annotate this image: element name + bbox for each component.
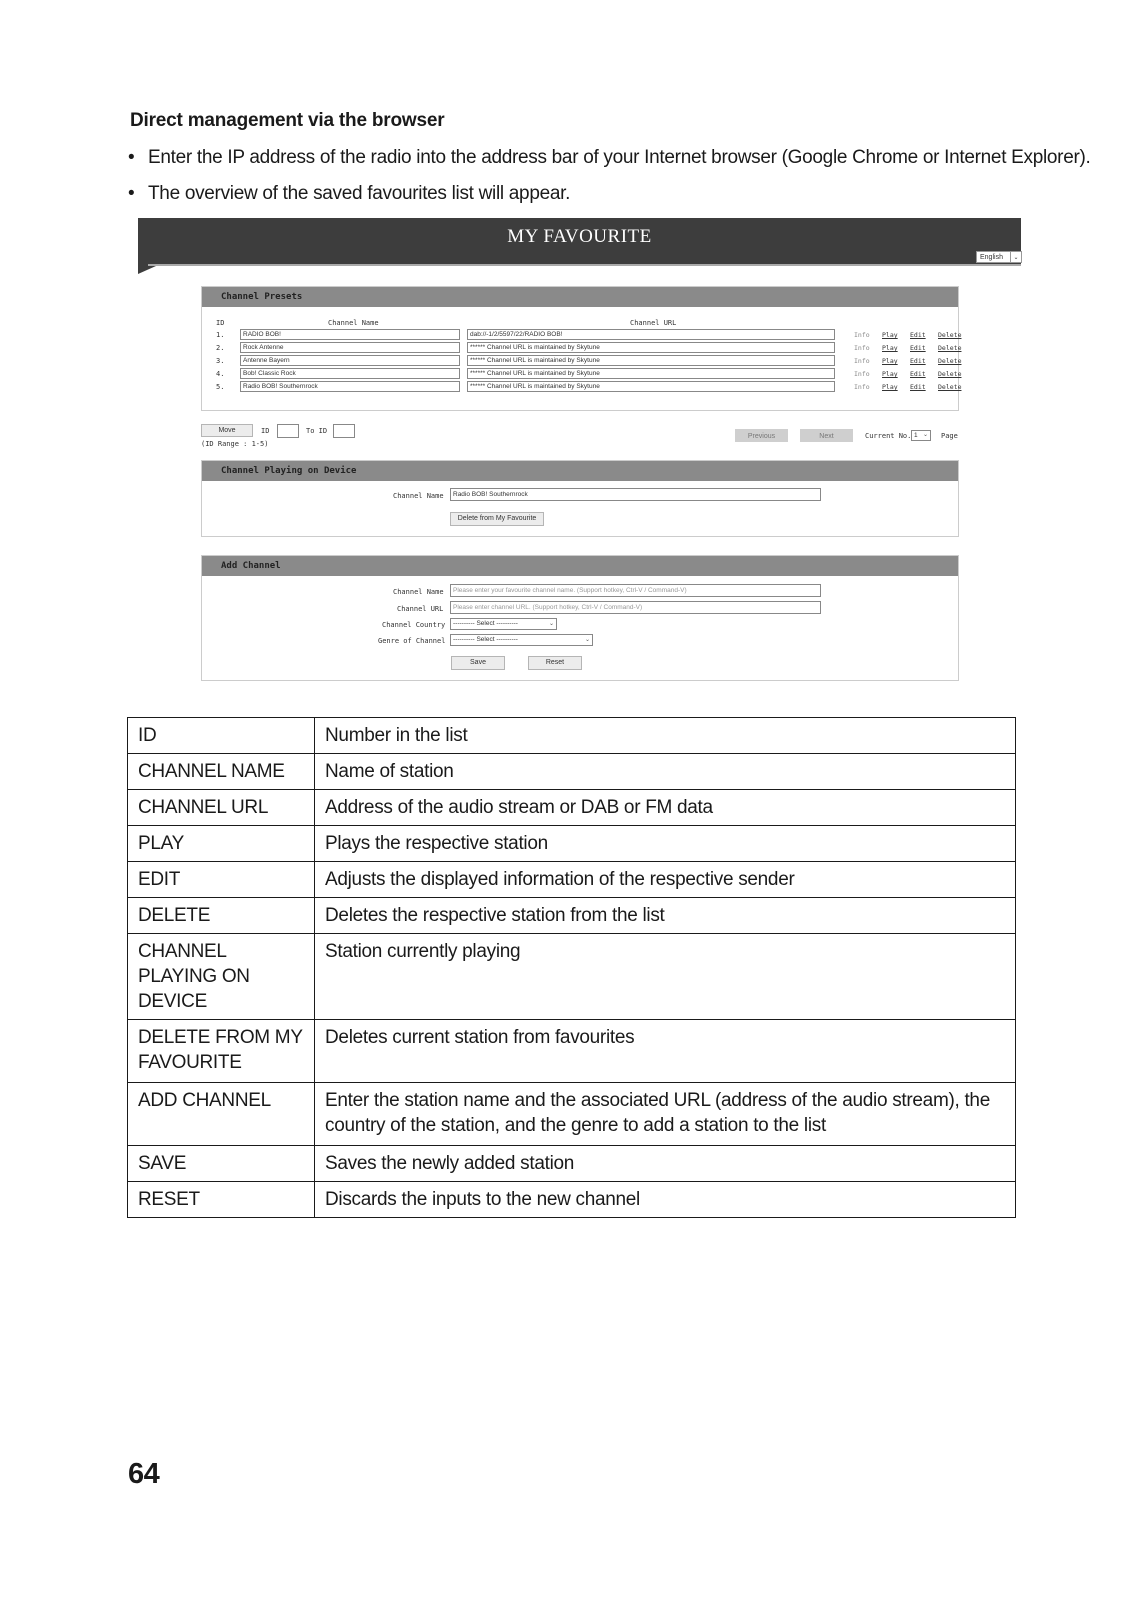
description-cell: Saves the newly added station xyxy=(315,1146,1016,1182)
preset-id: 1. xyxy=(216,331,225,339)
info-link[interactable]: Info xyxy=(854,331,870,339)
term-cell: RESET xyxy=(128,1182,315,1218)
info-link[interactable]: Info xyxy=(854,357,870,365)
channel-name-label: Channel Name xyxy=(393,492,444,500)
language-value: English xyxy=(980,254,1003,261)
term-cell: DELETE xyxy=(128,898,315,934)
delete-link[interactable]: Delete xyxy=(938,383,962,391)
description-cell: Address of the audio stream or DAB or FM data xyxy=(315,790,1016,826)
table-row xyxy=(128,1146,1016,1182)
country-select-value: ---------- Select ---------- xyxy=(453,620,518,627)
table-row xyxy=(128,826,1016,862)
term-cell: CHANNEL PLAYING ON DEVICE xyxy=(128,934,315,1020)
preset-name-field[interactable]: RADIO BOB! xyxy=(240,329,460,340)
genre-label: Genre of Channel xyxy=(378,637,446,645)
term-cell: ADD CHANNEL xyxy=(128,1083,315,1146)
table-row xyxy=(128,754,1016,790)
description-cell: Deletes current station from favourites xyxy=(315,1020,1016,1083)
preset-url-field[interactable]: ****** Channel URL is maintained by Skytune xyxy=(467,355,835,366)
delete-link[interactable]: Delete xyxy=(938,370,962,378)
edit-link[interactable]: Edit xyxy=(910,344,926,352)
term-cell: CHANNEL NAME xyxy=(128,754,315,790)
preset-id: 5. xyxy=(216,383,225,391)
delete-link[interactable]: Delete xyxy=(938,344,962,352)
edit-link[interactable]: Edit xyxy=(910,331,926,339)
language-select[interactable] xyxy=(976,251,1022,263)
genre-select[interactable] xyxy=(450,634,593,646)
add-channel-name-label: Channel Name xyxy=(393,588,444,596)
add-channel-name-input[interactable]: Please enter your favourite channel name. (Support hotkey, Ctrl-V / Command-V) xyxy=(450,584,821,597)
edit-link[interactable]: Edit xyxy=(910,357,926,365)
chevron-down-icon: ⌄ xyxy=(548,621,554,627)
column-header-name: Channel Name xyxy=(328,319,379,327)
preset-name-field[interactable]: Rock Antenne xyxy=(240,342,460,353)
description-cell: Deletes the respective station from the list xyxy=(315,898,1016,934)
table-row xyxy=(128,934,1016,1020)
playing-channel-name-field[interactable]: Radio BOB! Southernrock xyxy=(450,488,821,501)
column-header-url: Channel URL xyxy=(630,319,677,327)
move-id-input[interactable] xyxy=(277,424,299,438)
preset-row xyxy=(202,381,960,393)
panel-heading: Add Channel xyxy=(202,556,958,576)
delete-link[interactable]: Delete xyxy=(938,357,962,365)
current-page-label: Current No. xyxy=(865,432,912,440)
table-row xyxy=(128,1182,1016,1218)
preset-url-field[interactable]: ****** Channel URL is maintained by Skytune xyxy=(467,368,835,379)
info-link[interactable]: Info xyxy=(854,344,870,352)
description-table xyxy=(127,717,1016,1218)
description-cell: Discards the inputs to the new channel xyxy=(315,1182,1016,1218)
bullet-item: • The overview of the saved favourites list will appear. xyxy=(128,183,1091,219)
table-row xyxy=(128,898,1016,934)
edit-link[interactable]: Edit xyxy=(910,383,926,391)
table-row xyxy=(128,1020,1016,1083)
table-row xyxy=(128,718,1016,754)
preset-url-field[interactable]: ****** Channel URL is maintained by Skytune xyxy=(467,381,835,392)
move-to-id-input[interactable] xyxy=(333,424,355,438)
preset-name-field[interactable]: Antenne Bayern xyxy=(240,355,460,366)
preset-id: 2. xyxy=(216,344,225,352)
move-id-label: ID xyxy=(261,427,270,435)
add-channel-panel xyxy=(201,555,959,681)
id-range-note: (ID Range : 1-5) xyxy=(201,440,269,448)
current-page-select[interactable] xyxy=(911,430,931,441)
banner-tail xyxy=(138,266,156,274)
move-to-id-label: To ID xyxy=(306,427,328,435)
banner-divider xyxy=(148,264,1021,266)
edit-link[interactable]: Edit xyxy=(910,370,926,378)
panel-heading: Channel Presets xyxy=(202,287,958,307)
page-number: 64 xyxy=(128,1458,160,1490)
browser-screenshot xyxy=(138,218,1021,696)
description-cell: Plays the respective station xyxy=(315,826,1016,862)
play-link[interactable]: Play xyxy=(882,331,898,339)
preset-url-field[interactable]: dab://-1/2/5597/22/RADIO BOB! xyxy=(467,329,835,340)
delete-from-favourite-button[interactable]: Delete from My Favourite xyxy=(450,512,544,526)
play-link[interactable]: Play xyxy=(882,357,898,365)
save-button[interactable]: Save xyxy=(451,656,505,670)
term-cell: SAVE xyxy=(128,1146,315,1182)
preset-id: 3. xyxy=(216,357,225,365)
preset-id: 4. xyxy=(216,370,225,378)
table-row xyxy=(128,1083,1016,1146)
add-channel-url-input[interactable]: Please enter channel URL. (Support hotkey, Ctrl-V / Command-V) xyxy=(450,601,821,614)
preset-name-field[interactable]: Bob! Classic Rock xyxy=(240,368,460,379)
channel-country-select[interactable] xyxy=(450,618,557,630)
bullet-list xyxy=(128,147,1091,219)
section-heading: Direct management via the browser xyxy=(130,110,445,131)
chevron-down-icon: ⌄ xyxy=(922,432,928,438)
current-page-value: 1 xyxy=(914,432,918,439)
bullet-item: • Enter the IP address of the radio into the address bar of your Internet browser (Google Chrome or Internet Explorer). xyxy=(128,147,1091,183)
term-cell: CHANNEL URL xyxy=(128,790,315,826)
next-button[interactable]: Next xyxy=(800,429,853,442)
move-button[interactable]: Move xyxy=(201,424,253,437)
add-channel-url-label: Channel URL xyxy=(397,605,444,613)
preset-url-field[interactable]: ****** Channel URL is maintained by Skytune xyxy=(467,342,835,353)
preset-name-field[interactable]: Radio BOB! Southernrock xyxy=(240,381,460,392)
table-row xyxy=(128,790,1016,826)
page-label: Page xyxy=(941,432,958,440)
channel-country-label: Channel Country xyxy=(382,621,446,629)
preset-row xyxy=(202,329,960,341)
play-link[interactable]: Play xyxy=(882,370,898,378)
genre-select-value: ---------- Select ---------- xyxy=(453,636,518,643)
column-header-id: ID xyxy=(216,319,225,327)
description-cell: Enter the station name and the associated URL (address of the audio stream), the country of the station, and the genre to add a station to the list xyxy=(315,1083,1016,1146)
preset-row xyxy=(202,355,960,367)
term-cell: EDIT xyxy=(128,862,315,898)
chevron-down-icon: ⌄ xyxy=(584,637,590,643)
term-cell: PLAY xyxy=(128,826,315,862)
channel-presets-panel xyxy=(201,286,962,411)
previous-button[interactable]: Previous xyxy=(735,429,788,442)
description-cell: Number in the list xyxy=(315,718,1016,754)
reset-button[interactable]: Reset xyxy=(528,656,582,670)
description-cell: Adjusts the displayed information of the respective sender xyxy=(315,862,1016,898)
banner xyxy=(138,218,1021,266)
channel-playing-panel xyxy=(201,460,959,537)
play-link[interactable]: Play xyxy=(882,344,898,352)
preset-row xyxy=(202,342,960,354)
description-cell: Station currently playing xyxy=(315,934,1016,1020)
info-link[interactable]: Info xyxy=(854,383,870,391)
chevron-down-icon: ⌄ xyxy=(1010,252,1021,262)
preset-row xyxy=(202,368,960,380)
play-link[interactable]: Play xyxy=(882,383,898,391)
term-cell: DELETE FROM MY FAVOURITE xyxy=(128,1020,315,1083)
term-cell: ID xyxy=(128,718,315,754)
table-row xyxy=(128,862,1016,898)
delete-link[interactable]: Delete xyxy=(938,331,962,339)
banner-title: MY FAVOURITE xyxy=(507,226,652,247)
info-link[interactable]: Info xyxy=(854,370,870,378)
description-cell: Name of station xyxy=(315,754,1016,790)
panel-heading: Channel Playing on Device xyxy=(202,461,958,481)
